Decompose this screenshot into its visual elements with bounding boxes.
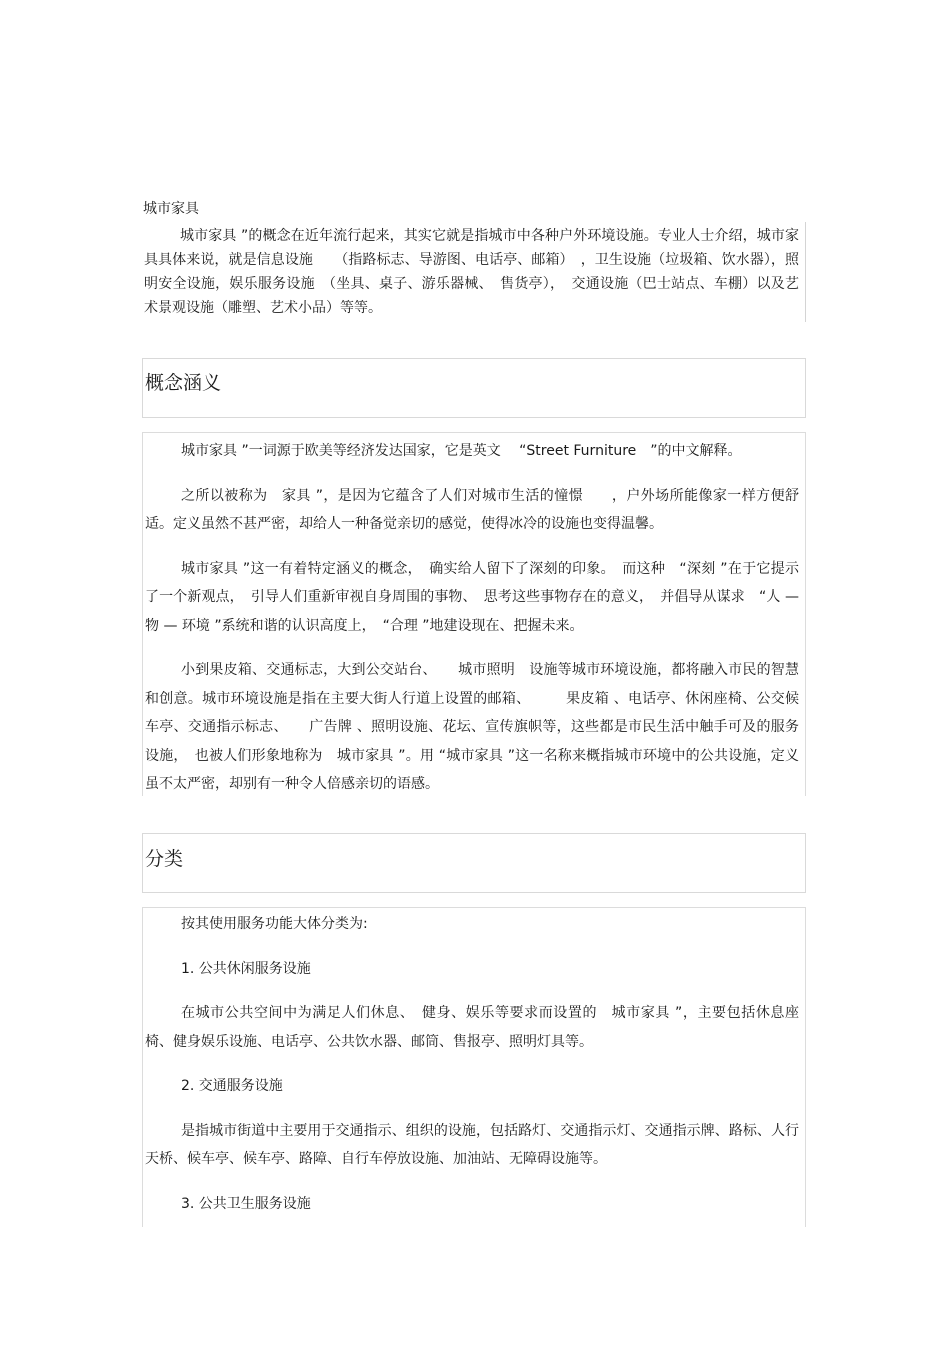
classification-item-title: 1. 公共休闲服务设施	[181, 960, 311, 977]
classification-item-text: 是指城市街道中主要用于交通指示、组织的设施，包括路灯、交通指示灯、交通指示牌、路标、人行天桥、候车亭、候车亭、路障、自行车停放设施、加油站、无障碍设施等。	[145, 1122, 799, 1167]
concept-heading-box	[142, 358, 806, 418]
classification-intro: 按其使用服务功能大体分类为:	[181, 916, 368, 932]
concept-content-block	[142, 432, 806, 796]
concept-paragraph: 城市家具 ”这一有着特定涵义的概念， 确实给人留下了深刻的印象。 而这种 “深刻 ”在于它提示了一个新观点， 引导人们重新审视自身周围的事物、 思考这些事物存在的意义， 并倡导从谋求 “人 — 物 — 环境 ”系统和谐的认识高度上， “合理 ”地建设现在、把握未来。	[145, 560, 799, 634]
intro-paragraph: 城市家具 ”的概念在近年流行起来，其实它就是指城市中各种户外环境设施。专业人士介绍，城市家具具体来说，就是信息设施 （指路标志、导游图、电话亭、邮箱） ，卫生设施（垃圾箱、饮水器），照明安全设施，娱乐服务设施 （坐具、桌子、游乐器械、 售货亭）， 交通设施（巴士站点、车棚）以及艺术景观设施（雕塑、艺术小品）等等。	[144, 228, 799, 316]
classification-heading: 分类	[145, 848, 184, 870]
classification-item-title: 3. 公共卫生服务设施	[181, 1195, 311, 1212]
classification-item-title: 2. 交通服务设施	[181, 1078, 283, 1094]
concept-paragraph: 小到果皮箱、交通标志，大到公交站台、 城市照明 设施等城市环境设施，都将融入市民的智慧和创意。城市环境设施是指在主要大街人行道上设置的邮箱、 果皮箱 、电话亭、休闲座椅、公交候车亭、交通指示标志、 广告牌 、照明设施、花坛、宣传旗帜等，这些都是市民生活中触手可及的服务设施， 也被人们形象地称为 城市家具 ”。用 “城市家具 ”这一名称来概指城市环境中的公共设施，定义虽不太严密，却别有一种令人倍感亲切的语感。	[145, 662, 799, 792]
intro-block	[142, 222, 806, 322]
classification-content-block	[142, 907, 806, 1227]
concept-paragraph: 城市家具 ”一词源于欧美等经济发达国家，它是英文 “Street Furniture ”的中文解释。	[181, 443, 742, 459]
concept-heading: 概念涵义	[145, 372, 222, 394]
concept-paragraph: 之所以被称为 家具 ”，是因为它蕴含了人们对城市生活的憧憬 ，户外场所能像家一样方便舒适。定义虽然不甚严密，却给人一种备觉亲切的感觉，使得冰冷的设施也变得温馨。	[145, 487, 799, 532]
classification-item-text: 在城市公共空间中为满足人们休息、 健身、娱乐等要求而设置的 城市家具 ”，主要包括休息座椅、健身娱乐设施、电话亭、公共饮水器、邮筒、售报亭、照明灯具等。	[145, 1005, 799, 1050]
document-title: 城市家具	[143, 201, 199, 217]
classification-heading-box	[142, 833, 806, 893]
